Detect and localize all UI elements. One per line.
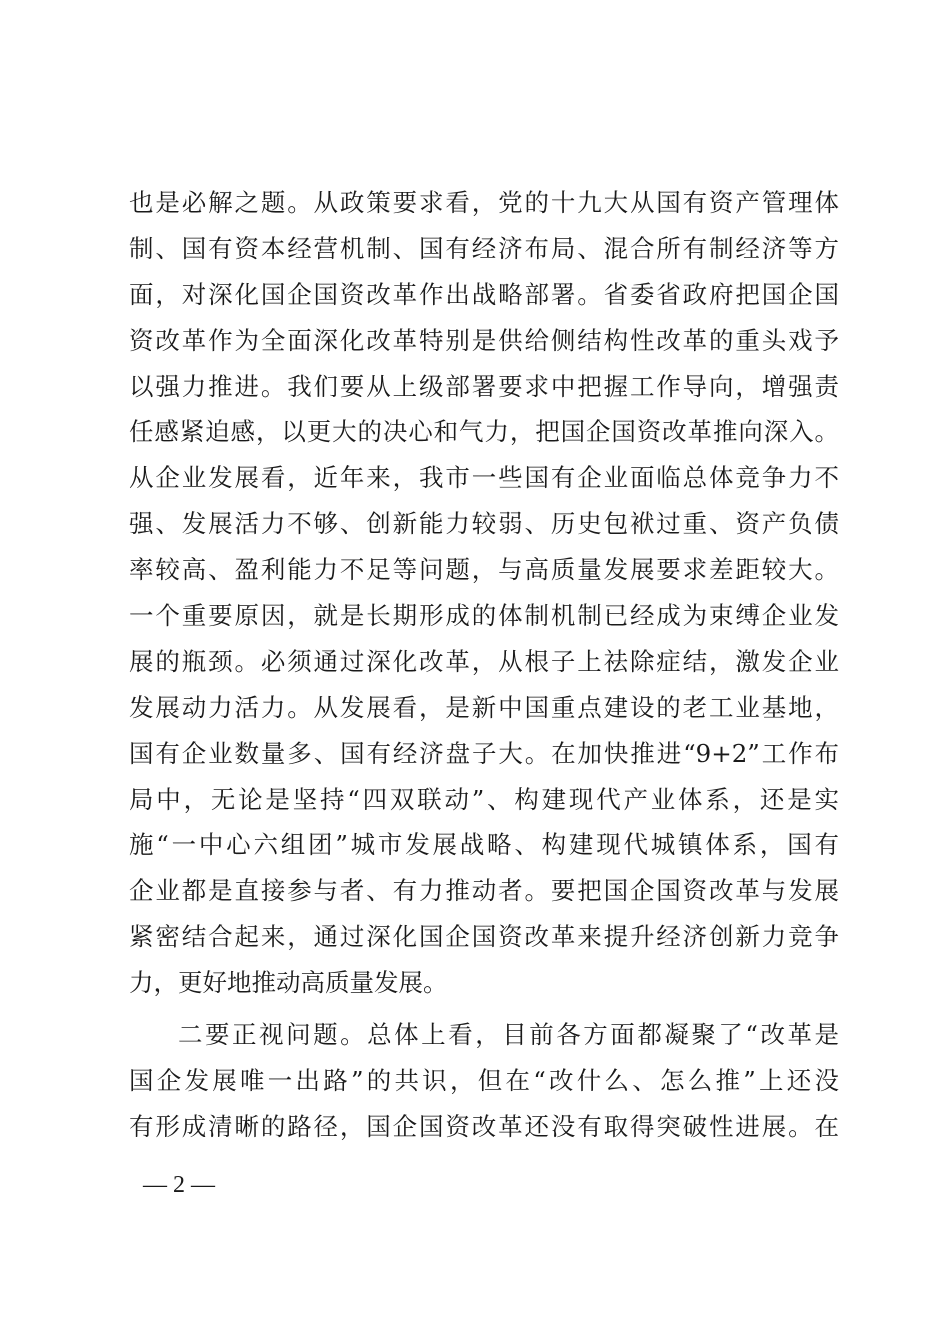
text-line: 国企发展唯一出路”的共识，但在“改什么、怎么推”上还没 [129,1065,839,1095]
text-line: 制、国有资本经营机制、国有经济布局、混合所有制经济等方 [129,233,839,263]
text-line: 有形成清晰的路径，国企国资改革还没有取得突破性进展。在 [129,1111,839,1141]
text-line: 施“一中心六组团”城市发展战略、构建现代城镇体系，国有 [129,830,839,860]
text-line: 紧密结合起来，通过深化国企国资改革来提升经济创新力竞争 [129,922,839,952]
text-line: 资改革作为全面深化改革特别是供给侧结构性改革的重头戏予 [129,325,839,355]
text-line: 一个重要原因，就是长期形成的体制机制已经成为束缚企业发 [129,601,839,631]
text-line: 力，更好地推动高质量发展。 [129,968,448,998]
text-line: 展的瓶颈。必须通过深化改革，从根子上祛除症结，激发企业 [129,646,839,676]
paragraph-1 [129,180,839,1006]
document-body [129,180,839,1150]
text-line: 国有企业数量多、国有经济盘子大。在加快推进“9+2”工作布 [129,738,839,768]
page-number: — 2 — [143,1172,215,1198]
text-line: 率较高、盈利能力不足等问题，与高质量发展要求差距较大。 [129,555,839,585]
text-line: 发展动力活力。从发展看，是新中国重点建设的老工业基地， [129,692,839,722]
text-line: 以强力推进。我们要从上级部署要求中把握工作导向，增强责 [129,371,839,401]
text-line: 也是必解之题。从政策要求看，党的十九大从国有资产管理体 [129,188,839,217]
text-line: 局中，无论是坚持“四双联动”、构建现代产业体系，还是实 [129,784,839,814]
text-line: 面，对深化国企国资改革作出战略部署。省委省政府把国企国 [129,279,839,309]
text-line: 企业都是直接参与者、有力推动者。要把国企国资改革与发展 [129,876,839,906]
text-line: 强、发展活力不够、创新能力较弱、历史包袱过重、资产负债 [129,509,839,539]
text-line: 从企业发展看，近年来，我市一些国有企业面临总体竞争力不 [129,463,839,493]
paragraph-2 [129,1012,839,1150]
text-line: 任感紧迫感，以更大的决心和气力，把国企国资改革推向深入。 [129,417,839,447]
text-line: 二要正视问题。总体上看，目前各方面都凝聚了“改革是 [178,1020,839,1050]
